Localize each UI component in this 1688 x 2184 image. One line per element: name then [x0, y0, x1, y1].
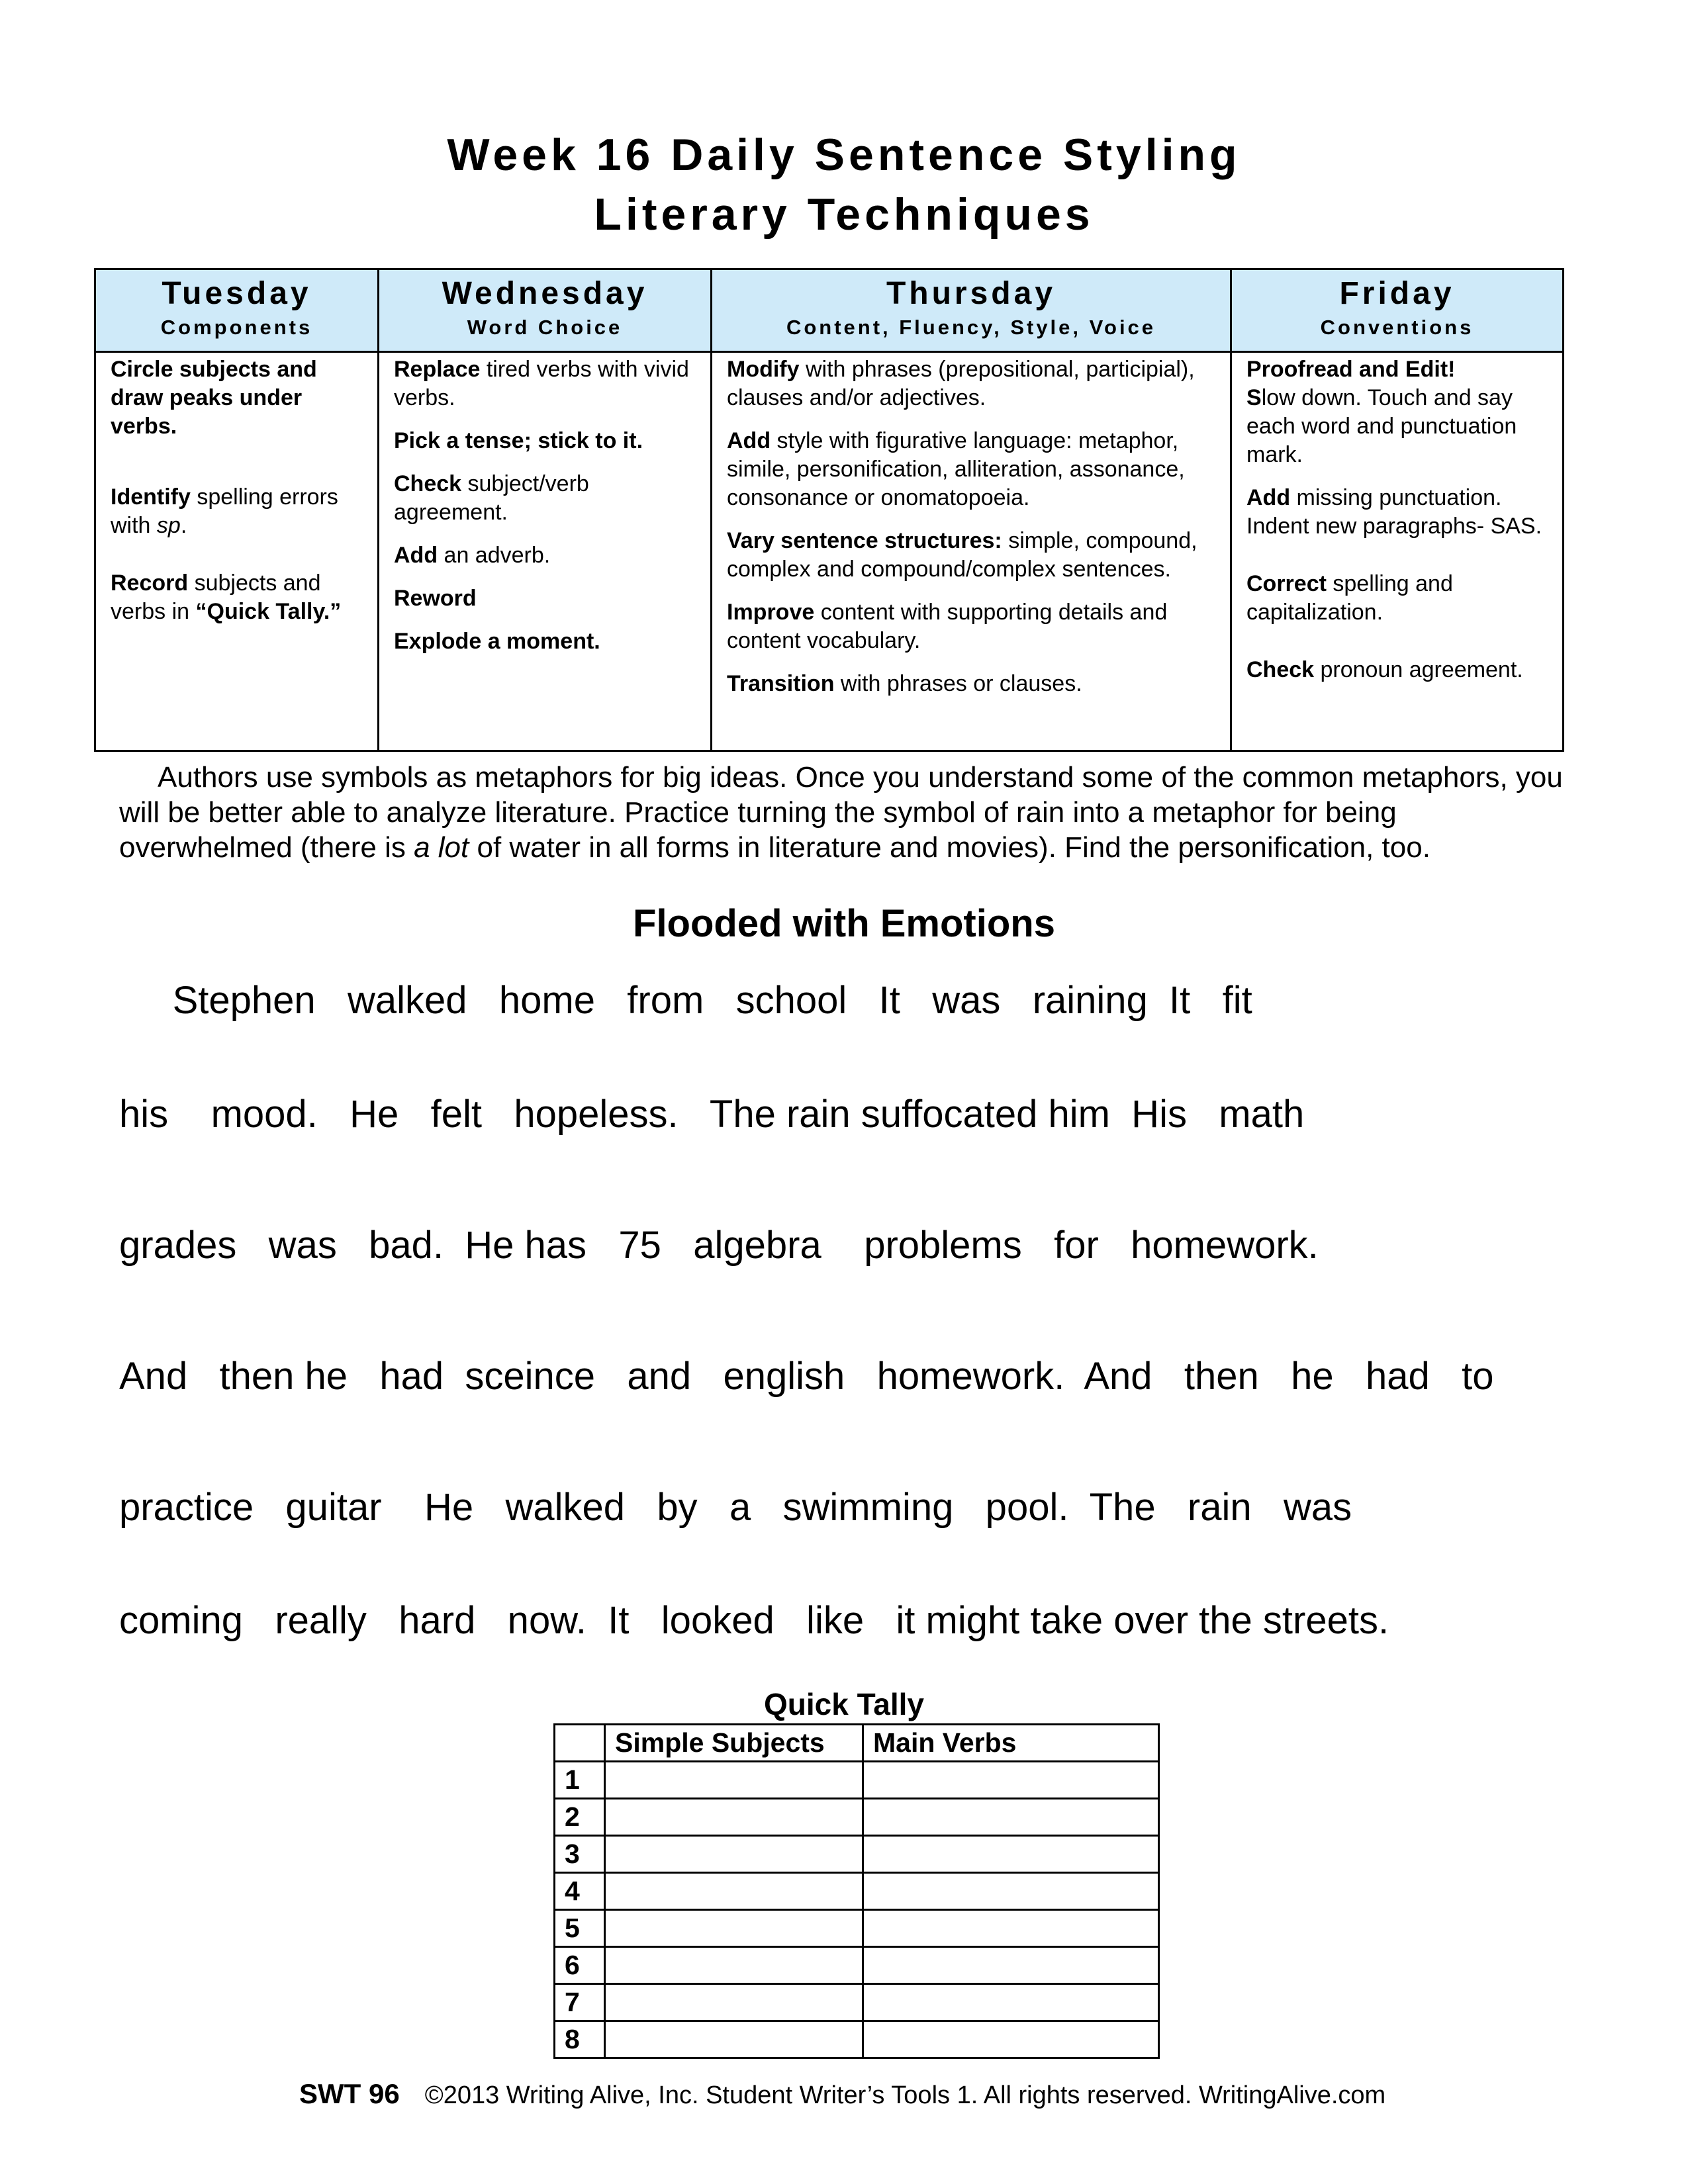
quick-tally-title: Quick Tally [763, 1687, 925, 1721]
footer [299, 2078, 1385, 2110]
tuesday-item: Record subjects and verbs in “Quick Tally.” [111, 570, 342, 624]
friday-header: Friday Conventions [1231, 269, 1564, 352]
quick-tally-table [553, 1723, 1160, 2059]
story-line: practice guitar He walked by a swimming pool. The rain was [119, 1486, 1352, 1529]
row-number: 1 [555, 1762, 605, 1799]
table-row [555, 1836, 1159, 1873]
table-header-cell: Simple Subjects [605, 1725, 863, 1762]
techniques-table [94, 268, 1564, 752]
tuesday-item: Identify spelling errors with sp. [111, 484, 338, 538]
table-row [555, 1762, 1159, 1799]
subject-cell[interactable] [605, 1799, 863, 1836]
thursday-cell [712, 352, 1231, 751]
intro-paragraph: Authors use symbols as metaphors for big ideas. Once you understand some of the common metaphors, you will be better able to analyze literature. Practice turning the symbol of rain into a metaphor for being overwhelmed (there is a lot of water in all forms in literature and movies). Find the personification, too. [119, 761, 1563, 864]
thursday-item: Vary sentence structures: simple, compound, complex and compound/complex sentences. [727, 528, 1197, 582]
friday-item: Correct spelling and capitalization. [1246, 571, 1453, 625]
table-row [555, 1725, 1159, 1762]
table-row [555, 1984, 1159, 2021]
row-number: 4 [555, 1873, 605, 1910]
verb-cell[interactable] [863, 1799, 1159, 1836]
row-number: 2 [555, 1799, 605, 1836]
tuesday-header: Tuesday Components [95, 269, 379, 352]
footer-code: SWT 96 [299, 2078, 400, 2109]
story-line: his mood. He felt hopeless. The rain suffocated him His math [119, 1093, 1305, 1136]
row-number: 7 [555, 1984, 605, 2021]
story-title: Flooded with Emotions [633, 902, 1055, 945]
story-line: grades was bad. He has 75 algebra problems for homework. [119, 1224, 1319, 1267]
subject-cell[interactable] [605, 1836, 863, 1873]
story-line: Stephen walked home from school It was raining It fit [119, 979, 1252, 1022]
thursday-item: Transition with phrases or clauses. [727, 671, 1082, 696]
page-subtitle: Literary Techniques [594, 189, 1094, 240]
wednesday-cell [379, 352, 712, 751]
wednesday-header: Wednesday Word Choice [379, 269, 712, 352]
subject-cell[interactable] [605, 1910, 863, 1947]
subject-cell[interactable] [605, 1984, 863, 2021]
subject-cell[interactable] [605, 1762, 863, 1799]
verb-cell[interactable] [863, 1947, 1159, 1984]
verb-cell[interactable] [863, 1762, 1159, 1799]
subject-cell[interactable] [605, 2021, 863, 2058]
subject-cell[interactable] [605, 1873, 863, 1910]
footer-copyright: ©2013 Writing Alive, Inc. Student Writer’s Tools 1. All rights reserved. WritingAlive.com [424, 2081, 1386, 2109]
thursday-header: Thursday Content, Fluency, Style, Voice [712, 269, 1231, 352]
wednesday-item: Pick a tense; stick to it. [394, 428, 643, 453]
friday-item: Check pronoun agreement. [1246, 657, 1523, 682]
row-number: 8 [555, 2021, 605, 2058]
thursday-item: Improve content with supporting details and content vocabulary. [727, 600, 1168, 653]
table-header-cell [555, 1725, 605, 1762]
tuesday-cell [95, 352, 379, 751]
verb-cell[interactable] [863, 1984, 1159, 2021]
verb-cell[interactable] [863, 1873, 1159, 1910]
story-line: And then he had sceince and english homework. And then he had to [119, 1355, 1494, 1398]
tuesday-item: Circle subjects and draw peaks under verbs. [111, 357, 317, 439]
friday-item: Add missing punctuation. Indent new paragraphs- SAS. [1246, 485, 1542, 539]
page-title: Week 16 Daily Sentence Styling [447, 130, 1241, 180]
verb-cell[interactable] [863, 1836, 1159, 1873]
table-row [555, 1910, 1159, 1947]
thursday-item: Add style with figurative language: metaphor, simile, personification, alliteration, assonance, consonance or onomatopoeia. [727, 428, 1185, 510]
friday-cell [1231, 352, 1564, 751]
subject-cell[interactable] [605, 1947, 863, 1984]
table-row [555, 2021, 1159, 2058]
friday-item: Proofread and Edit! Slow down. Touch and say each word and punctuation mark. [1246, 357, 1517, 467]
table-row [555, 1947, 1159, 1984]
wednesday-item: Explode a moment. [394, 629, 600, 654]
row-number: 5 [555, 1910, 605, 1947]
wednesday-item: Reword [394, 586, 477, 611]
wednesday-item: Add an adverb. [394, 543, 551, 568]
table-row [555, 1873, 1159, 1910]
thursday-item: Modify with phrases (prepositional, participial), clauses and/or adjectives. [727, 357, 1195, 410]
row-number: 6 [555, 1947, 605, 1984]
wednesday-item: Check subject/verb agreement. [394, 471, 589, 525]
table-header-cell: Main Verbs [863, 1725, 1159, 1762]
wednesday-item: Replace tired verbs with vivid verbs. [394, 357, 689, 410]
verb-cell[interactable] [863, 2021, 1159, 2058]
row-number: 3 [555, 1836, 605, 1873]
verb-cell[interactable] [863, 1910, 1159, 1947]
table-row [555, 1799, 1159, 1836]
story-line: coming really hard now. It looked like it might take over the streets. [119, 1599, 1389, 1642]
